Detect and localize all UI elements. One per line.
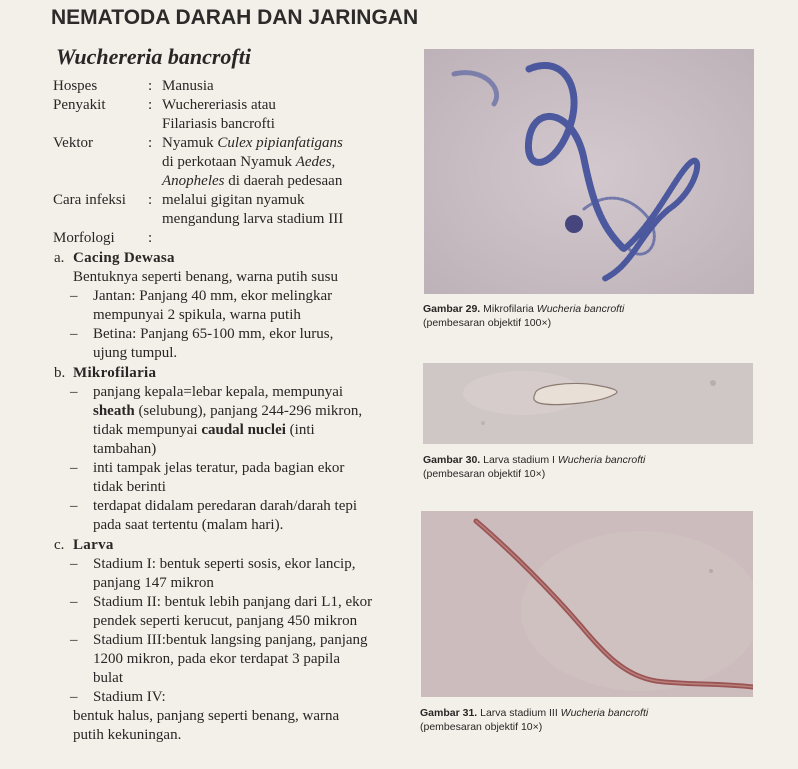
caption-species: Wucheria bancrofti bbox=[557, 454, 646, 466]
section-a-heading bbox=[53, 249, 413, 268]
list-line: tambahan) bbox=[93, 441, 157, 457]
caption-label: Gambar 29. bbox=[423, 303, 481, 315]
info-key: Morfologi bbox=[53, 230, 115, 246]
section-letter: c. bbox=[54, 537, 65, 553]
caption-line: (pembesaran objektif 10×) bbox=[423, 468, 546, 480]
microfilaria-image bbox=[424, 49, 754, 294]
list-line: terdapat didalam peredaran darah/darah tepi bbox=[93, 498, 358, 514]
text-run-italic: Aedes, bbox=[295, 154, 336, 170]
list-line: Stadium I: bentuk seperti sosis, ekor lancip, bbox=[93, 556, 356, 572]
info-value bbox=[162, 229, 413, 248]
info-row-hospes bbox=[53, 77, 413, 96]
caption-text: Mikrofilaria bbox=[480, 303, 537, 315]
info-row-penyakit bbox=[53, 96, 413, 134]
info-row-cara-infeksi bbox=[53, 191, 413, 229]
list-line: Betina: Panjang 65-100 mm, ekor lurus, bbox=[93, 326, 334, 342]
text-run: (inti bbox=[285, 422, 315, 438]
caption-text: Larva stadium I bbox=[480, 454, 558, 466]
text-column bbox=[53, 77, 413, 745]
info-key: Cara infeksi bbox=[53, 192, 126, 208]
list-line: panjang 147 mikron bbox=[93, 575, 214, 591]
info-value bbox=[162, 134, 413, 153]
info-sep: : bbox=[148, 192, 153, 208]
list-line: Jantan: Panjang 40 mm, ekor melingkar bbox=[93, 288, 333, 304]
list-item bbox=[53, 497, 413, 535]
section-c-heading bbox=[53, 536, 413, 555]
info-value: Manusia bbox=[162, 78, 214, 94]
figure-29-photo bbox=[424, 49, 754, 294]
dash-bullet: – bbox=[70, 594, 78, 610]
caption-label: Gambar 30. bbox=[423, 454, 481, 466]
caption-line bbox=[423, 302, 624, 316]
caption-line bbox=[420, 706, 648, 720]
caption-species: Wucheria bancrofti bbox=[536, 303, 625, 315]
species-heading: Wuchereria bancrofti bbox=[56, 44, 251, 69]
section-title: Cacing Dewasa bbox=[73, 250, 175, 266]
section-c-outro: putih kekuningan. bbox=[73, 727, 182, 743]
dash-bullet: – bbox=[70, 288, 78, 304]
section-letter: a. bbox=[54, 250, 65, 266]
figure-29-caption bbox=[423, 302, 624, 330]
caption-text: Larva stadium III bbox=[477, 707, 561, 719]
list-item bbox=[53, 688, 413, 707]
text-run-bold: caudal nuclei bbox=[201, 422, 286, 438]
list-line: pendek seperti kerucut, panjang 450 mikron bbox=[93, 613, 358, 629]
text-run: di daerah pedesaan bbox=[224, 173, 343, 189]
list-line: mempunyai 2 spikula, warna putih bbox=[93, 307, 301, 323]
text-run: di perkotaan Nyamuk bbox=[162, 154, 296, 170]
list-item bbox=[53, 593, 413, 631]
info-value bbox=[162, 172, 413, 191]
info-key: Penyakit bbox=[53, 97, 106, 113]
info-value: Filariasis bancrofti bbox=[162, 116, 275, 132]
larva-stage1-image bbox=[423, 363, 753, 444]
figure-31-caption bbox=[420, 706, 648, 734]
info-row-vektor bbox=[53, 134, 413, 191]
dash-bullet: – bbox=[70, 460, 78, 476]
list-line: Stadium IV: bbox=[93, 689, 166, 705]
info-sep: : bbox=[148, 230, 153, 246]
larva-stage3-image bbox=[421, 511, 753, 697]
dash-bullet: – bbox=[70, 384, 78, 400]
list-line: Stadium III:bentuk langsing panjang, panjang bbox=[93, 632, 368, 648]
section-title: Larva bbox=[73, 537, 114, 553]
info-sep: : bbox=[148, 78, 153, 94]
figure-30-photo bbox=[423, 363, 753, 444]
list-line: pada saat tertentu (malam hari). bbox=[93, 517, 284, 533]
section-a-intro: Bentuknya seperti benang, warna putih susu bbox=[73, 269, 338, 285]
section-b-heading bbox=[53, 364, 413, 383]
text-run: tidak mempunyai bbox=[93, 422, 202, 438]
text-run: (selubung), panjang 244-296 mikron, bbox=[134, 403, 363, 419]
figure-30-caption bbox=[423, 453, 645, 481]
caption-line: (pembesaran objektif 100×) bbox=[423, 317, 552, 329]
info-value bbox=[162, 153, 413, 172]
section-c-outro: bentuk halus, panjang seperti benang, warna bbox=[73, 708, 340, 724]
info-value: melalui gigitan nyamuk bbox=[162, 192, 305, 208]
text-run-italic: Culex pipianfatigans bbox=[217, 135, 343, 151]
list-item bbox=[53, 287, 413, 325]
list-item bbox=[53, 325, 413, 363]
list-item bbox=[53, 555, 413, 593]
caption-label: Gambar 31. bbox=[420, 707, 478, 719]
info-value: mengandung larva stadium III bbox=[162, 211, 344, 227]
list-line: panjang kepala=lebar kepala, mempunyai bbox=[93, 384, 344, 400]
list-line: inti tampak jelas teratur, pada bagian ekor bbox=[93, 460, 345, 476]
dash-bullet: – bbox=[70, 556, 78, 572]
dash-bullet: – bbox=[70, 326, 78, 342]
list-line: bulat bbox=[93, 670, 123, 686]
list-item bbox=[53, 631, 413, 688]
info-row-morfologi bbox=[53, 229, 413, 248]
info-key: Vektor bbox=[53, 135, 93, 151]
caption-species: Wucheria bancrofti bbox=[560, 707, 649, 719]
info-sep: : bbox=[148, 97, 153, 113]
list-line: 1200 mikron, pada ekor terdapat 3 papila bbox=[93, 651, 341, 667]
dash-bullet: – bbox=[70, 632, 78, 648]
caption-line bbox=[423, 453, 645, 467]
dash-bullet: – bbox=[70, 498, 78, 514]
text-run-italic: Anopheles bbox=[162, 173, 225, 189]
list-line: ujung tumpul. bbox=[93, 345, 178, 361]
list-line: Stadium II: bentuk lebih panjang dari L1, ekor bbox=[93, 594, 373, 610]
list-line bbox=[93, 421, 413, 440]
info-value: Wuchereriasis atau bbox=[162, 97, 276, 113]
info-sep: : bbox=[148, 135, 153, 151]
text-run-bold: sheath bbox=[93, 403, 135, 419]
section-letter: b. bbox=[54, 365, 66, 381]
caption-line: (pembesaran objektif 10×) bbox=[420, 721, 543, 733]
section-title: Mikrofilaria bbox=[73, 365, 157, 381]
info-key: Hospes bbox=[53, 78, 98, 94]
page-title: NEMATODA DARAH DAN JARINGAN bbox=[51, 6, 419, 29]
figure-31-photo bbox=[421, 511, 753, 697]
list-line: tidak berinti bbox=[93, 479, 166, 495]
dash-bullet: – bbox=[70, 689, 78, 705]
list-item bbox=[53, 383, 413, 459]
list-line bbox=[93, 402, 413, 421]
list-item bbox=[53, 459, 413, 497]
text-run: Nyamuk bbox=[162, 135, 218, 151]
